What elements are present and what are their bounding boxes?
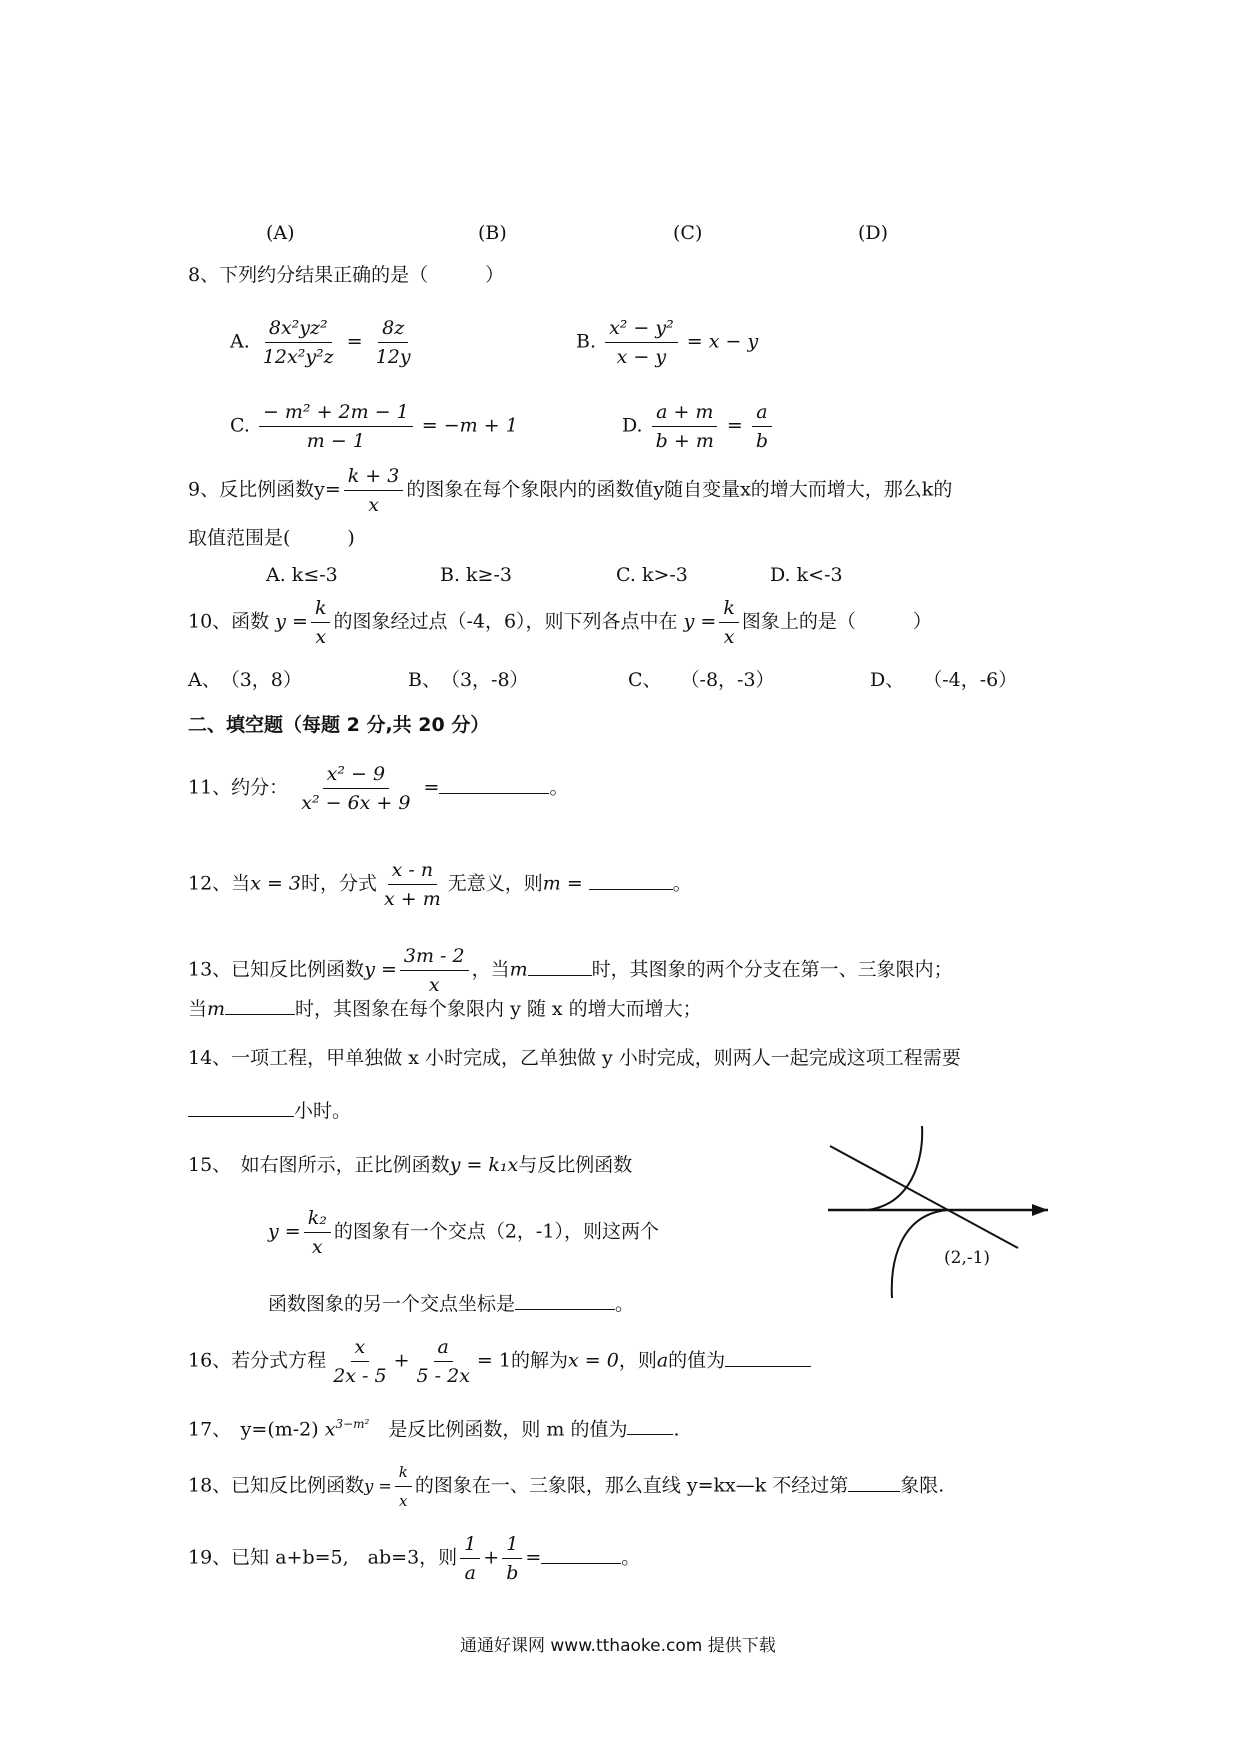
q15-line3: 函数图象的另一个交点坐标是 。 (268, 1293, 635, 1315)
q14-line1: 14、一项工程，甲单独做 x 小时完成，乙单独做 y 小时完成，则两人一起完成这项工程需要 (188, 1047, 961, 1069)
q8-b-label: B. (576, 330, 597, 353)
q7-choice-b: (B) (478, 222, 507, 244)
q13-answer-blank-1[interactable] (528, 957, 592, 976)
q8-option-c: C. $\frac{\text{− m² + 2m − 1}}{m - 1}$ = −m + 1 (230, 401, 518, 452)
q15-line2: y = $\frac{\text{k₂}}{x}$ 的图象有一个交点（2，-1），则这两个 (268, 1207, 659, 1258)
q15-line1: 15、 如右图所示，正比例函数y = k₁x与反比例函数 (188, 1154, 633, 1176)
section-2-heading: 二、填空题（每题 2 分,共 20 分） (188, 714, 490, 736)
x-axis-arrow-icon (1032, 1204, 1048, 1216)
hyperbola-branch-lower (892, 1210, 948, 1298)
q8-option-b: B. $\frac{\text{x² − y²}}{x - y}$ = x − y (576, 317, 759, 368)
q17-line: 17、 y=(m-2) $x^{3-m^2}$ 是反比例函数，则 m 的值为 . (188, 1417, 680, 1441)
q19-answer-blank[interactable] (541, 1545, 621, 1564)
q9-fraction: $\frac{k + 3}{x}$ (344, 464, 404, 517)
q16-fraction-2: $\frac{a}{5 - 2x}$ (416, 1336, 470, 1387)
q8-d-lhs-fraction: $\frac{a + m}{b + m}$ (652, 400, 718, 453)
q9-line2: 取值范围是( ) (188, 527, 355, 549)
q13-answer-blank-2[interactable] (225, 996, 295, 1015)
q18-fraction: $\frac{k}{x}$ (395, 1460, 412, 1513)
q16-fraction-1: $\frac{x}{2x - 5}$ (333, 1336, 387, 1387)
q7-choice-c: (C) (673, 222, 703, 244)
q8-b-lhs-fraction: $\frac{\text{x² − y²}}{x - y}$ (605, 316, 678, 369)
q10-option-b: B、 （3，-8） (408, 669, 529, 691)
q11-answer-blank[interactable] (439, 775, 549, 794)
intersection-label: (2,-1) (944, 1248, 991, 1268)
q7-choice-a: (A) (266, 222, 295, 244)
q10-fraction-1: $\frac{k}{x}$ (311, 596, 331, 649)
q9-option-d: D. k<-3 (770, 564, 843, 586)
q8-d-label: D. (622, 414, 643, 437)
q10-option-d: D、 （-4，-6） (870, 669, 1018, 691)
q9-option-c: C. k>-3 (616, 564, 688, 586)
q8-a-label: A. (230, 330, 250, 353)
q7-choice-d: (D) (858, 222, 889, 244)
q13-line2: 当m 时，其图象在每个象限内 y 随 x 的增大而增大； (188, 998, 702, 1020)
q8-option-d: D. $\frac{a + m}{b + m}$ = $\frac{a}{b}$ (622, 400, 775, 453)
q8-a-lhs-fraction: $\frac{\text{8x²yz²}}{\text{12x²y²z}}$ (262, 317, 334, 368)
q14-line2: 小时。 (188, 1098, 351, 1124)
q9-option-a: A. k≤-3 (266, 564, 338, 586)
q10-fraction-2: $\frac{k}{x}$ (719, 596, 739, 649)
q19-fraction-2: $\frac{1}{b}$ (502, 1532, 522, 1585)
hyperbola-branch-upper (868, 1126, 922, 1210)
q19-fraction-1: $\frac{1}{a}$ (460, 1532, 480, 1585)
q12-line: 12、当x = 3时，分式 $\frac{x - n}{x + m}$ 无意义，则m = 。 (188, 859, 692, 910)
q8-a-rhs-fraction: $\frac{8z}{12y}$ (375, 317, 411, 368)
q8-stem: 8、下列约分结果正确的是（ ） (188, 264, 505, 286)
q11-line: 11、约分： $\frac{\text{x² − 9}}{\text{x² − 6x + 9}}$ = 。 (188, 763, 569, 814)
q10-line1: 10、函数 y = $\frac{k}{x}$ 的图象经过点（-4，6），则下列各点中在 y = $\frac{k}{x}$ 图象上的是（ ） (188, 597, 932, 648)
q18-line: 18、已知反比例函数y = $\frac{k}{x}$ 的图象在一、三象限，那么直线 y=kx—k 不经过第 象限. (188, 1460, 944, 1513)
q17-answer-blank[interactable] (627, 1416, 673, 1435)
q15-fraction: $\frac{\text{k₂}}{x}$ (304, 1206, 331, 1259)
q14-answer-blank[interactable] (188, 1098, 294, 1117)
q13-fraction: $\frac{3m - 2}{x}$ (400, 944, 469, 997)
q12-fraction: $\frac{x - n}{x + m}$ (384, 859, 441, 910)
q16-line: 16、若分式方程 $\frac{x}{2x - 5}$ + $\frac{a}{5 - 2x}$ = 1的解为x = 0，则a的值为 (188, 1335, 811, 1388)
proportional-line (830, 1146, 1018, 1248)
q15-answer-blank[interactable] (515, 1291, 615, 1310)
q19-line: 19、已知 a+b=5, ab=3，则 $\frac{1}{a}$ + $\frac{1}{b}$ = 。 (188, 1533, 641, 1584)
q12-answer-blank[interactable] (589, 871, 673, 890)
q18-answer-blank[interactable] (848, 1473, 900, 1492)
q8-option-a: A. $\frac{\text{8x²yz²}}{\text{12x²y²z}}$ = $\frac{8z}{12y}$ (230, 316, 418, 369)
q15-graph-figure (820, 1122, 1060, 1302)
q10-option-c: C、 （-8，-3） (628, 669, 775, 691)
q8-d-rhs-fraction: $\frac{a}{b}$ (752, 400, 772, 453)
q10-option-a: A、 （3，8） (188, 669, 302, 691)
q9-line1: 9、反比例函数y= $\frac{k + 3}{x}$ 的图象在每个象限内的函数值y随自变量x的增大而增大，那么k的 (188, 465, 953, 516)
page-footer: 通通好课网 www.tthaoke.com 提供下载 (460, 1636, 776, 1656)
q13-line1: 13、已知反比例函数y = $\frac{3m - 2}{x}$ ，当m 时，其图象的两个分支在第一、三象限内； (188, 945, 953, 996)
q11-fraction: $\frac{\text{x² − 9}}{\text{x² − 6x + 9}}$ (301, 763, 411, 814)
q8-c-lhs-fraction: $\frac{\text{− m² + 2m − 1}}{m - 1}$ (259, 400, 413, 453)
q9-option-b: B. k≥-3 (440, 564, 512, 586)
q8-c-label: C. (230, 414, 250, 437)
q16-answer-blank[interactable] (725, 1348, 811, 1367)
